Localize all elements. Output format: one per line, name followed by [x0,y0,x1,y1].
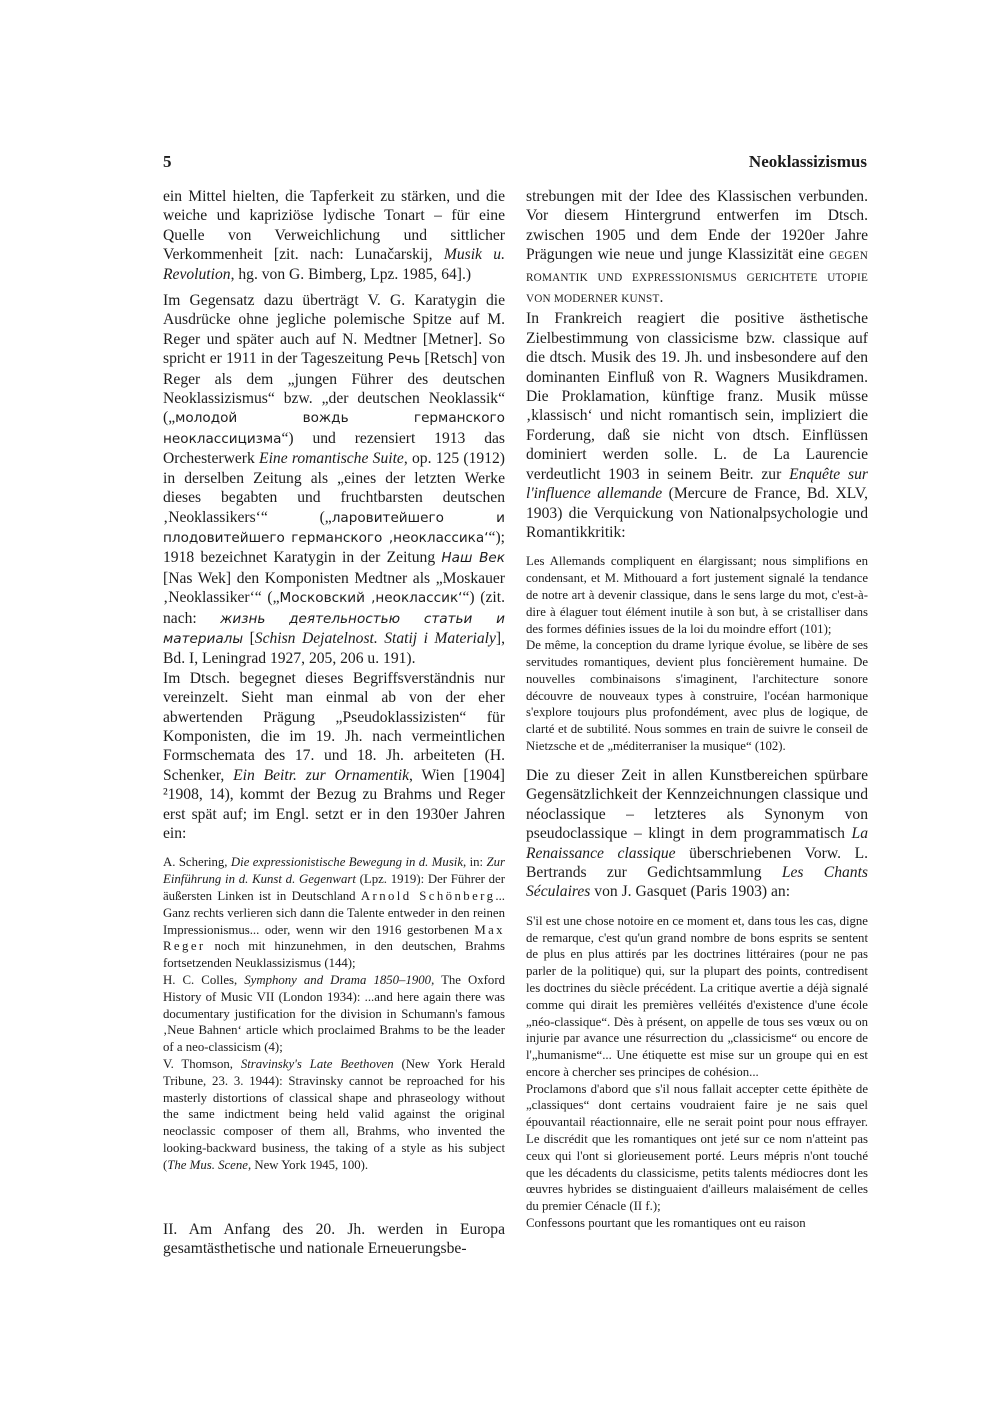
cyrillic-rech: Речь [387,351,421,368]
page-number: 5 [163,152,172,171]
paragraph-france: In Frankreich reagiert die positive ästhetische Zielbestimmung von classicisme bzw. classique auf die dtsch. Musik des 19. Jh. und insbesondere auf den dominanten Einfluß von R. Wagners Musikdramen. Die Proklamation, künftige franz. Musik müsse ‚klassisch‘ und nicht romantisch sein, impliziert die Forderung, daß sie nicht von dtsch. Einflüssen dominiert werden solle. L. de La Laurencie verdeutlicht 1903 in seinem Beitr. zur Enquête sur l'influence allemande (Mercure de France, Bd. XLV, 1903) die Verquickung von Nationalpsychologie und Romantikkritik: [526,310,868,541]
quote-laurencie-1: Les Allemands compliquent en élargissant; nous simplifions en condensant, et M. Mithouard a fort justement signalé la tendance de notre art à devenir classique, dans le sens large du mot, c'est-à-dire à élaguer tout élément inutile à son but, à se cristalliser dans des formes définies issues de la loi du moindre effort (101); [526,554,868,636]
section-ii-start: II. Am Anfang des 20. Jh. werden in Europa gesamtästhetische und nationale Erneuerungsbe- [163,1220,505,1257]
quote-bertrand-2: Proclamons d'abord que s'il nous fallait accepter cette épithète de „classiques“ dont certains voudraient faire je ne sais quel épouvantail réactionnaire, elle ne serait point pour nous effrayer. Le discrédit que les romantiques ont jeté sur ce nom n'atteint pas ceux qui l'ont si glorieusement porté. Leurs mépris n'ont touché que les décadents du classicisme, petits talents médiocres dont les œuvres hybrides se distinguaient d'ailleurs malaisément de celles du premier Cénacle (II f.); [526,1081,868,1214]
paragraph-continuation: ein Mittel hielten, die Tapferkeit zu stärken, und die weiche und kapriziöse lydische Tonart – für eine Quelle von Verweichlichung und sittlicher Verkommenheit [zit. nach: Lunačarskij, Musik u. Revolution, hg. von G. Bimberg, Lpz. 1985, 64].) [163,188,505,283]
quote-bertrand-3: Confessons pourtant que les romantiques ont eu raison [526,1216,806,1231]
quote-bertrand-1: S'il est une chose notoire en ce moment et, dans tous les cas, digne de remarque, c'est qu'un grand nombre de bons esprits se sentent de plus en plus attirés par les doctrines littéraires (pour ne pas parler de la politique) qui, sur la plupart des points, contredisent les doctrines du siècle précédent. La critique avertie a déjà signalé comme qui dirait les premières velléités d'existence d'une école „néo-classique“. Dès à présent, on appelle de tous ses vœux ou on injurie par avance une résurrection du „classicisme“ ou encore de l'„humanisme“... Une étiquette est mise sur un groupe qui en est encore à chercher ses principes de cohésion... [526,913,868,1079]
paragraph-continuation-right: strebungen mit der Idee des Klassischen verbunden. Vor diesem Hintergrund entwerfen im Dtsch. zwischen 1905 und dem Ende der 1920er Jahre Prägungen wie neue und junge Klassizität eine GEGEN ROMANTIK UND EXPRESSIONISMUS GERICHTETE UTOPIE VON MODERNER KUNST. [526,188,868,307]
paragraph-german-usage: Im Dtsch. begegnet dieses Begriffsverständnis nur vereinzelt. Sieht man einmal ab von der eher abwertenden Prägung „Pseudoklassizisten“ für Komponisten, die im 19. Jh. nach vermeintlichen Formschemata des 17. und 18. Jh. arbeiteten (H. Schenker, Ein Beitr. zur Ornamentik, Wien [1904] ²1908, 14), kommt der Bezug zu Brahms und Reger erst spät auf; im Engl. setzt er in den 1930er Jahren ein: [163,669,505,842]
right-column [526,187,868,1232]
page-header [163,152,867,178]
quote-thomson: V. Thomson, Stravinsky's Late Beethoven (New York Herald Tribune, 23. 3. 1944): Stravinsky cannot be reproached for his masterly distortions of classical shape and phraseology without the same indictment being held valid against the original neoclassic composer of them all, Brahms, who invented the looking-backward business, the taking of a style as his subject (The Mus. Scene, New York 1945, 100). [163,1056,505,1172]
left-column [163,187,505,1258]
paragraph-karatygin: Im Gegensatz dazu überträgt V. G. Karatygin die Ausdrücke ohne jegliche polemische Spitze auf M. Reger und später auch auf N. Medtner [Metner]. So spricht er 1911 in der Tageszeitung Речь [Retsch] von Reger als dem „jungen Führer des deutschen Neoklassizismus“ bzw. „der deutschen Neoklassik“ („молодой вождь германского неоклассицизма“) und rezensiert 1913 das Orchesterwerk Eine romantische Suite, op. 125 (1912) in derselben Zeitung als „eines der letzten Werke dieses begabten und fruchtbarsten deutschen ‚Neoklassikers‘“ („лаpовитейшего и плодовитейшего германского ‚неоклассика‘“); 1918 bezeichnet Karatygin in der Zeitung Наш Век [Nas Wek] den Komponisten Medtner als „Moskauer ‚Neoklassiker‘“ („Московский ‚неоклассик‘“) (zit. nach: жизнь деятельностью статьи и материалы [Schisn Dejatelnost. Statij i Materialy], Bd. I, Leningrad 1927, 205, 206 u. 191). [163,292,506,668]
quote-colles: H. C. Colles, Symphony and Drama 1850–1900, The Oxford History of Music VII (London 1934): ...and here again there was documentary justification for the division in Schumann's famous ‚Neue Bahnen‘ article which proclaimed Brahms to be the leader of a neo-classicism (4); [163,972,505,1055]
paragraph-bertrand: Die zu dieser Zeit in allen Kunstbereichen spürbare Gegensätzlichkeit der Kennzeichnungen classique und néoclassique – letzteres als Synonym von pseudoclassique – klingt in dem programmatisch La Renaissance classique überschriebenen Vorw. L. Bertrands zur Gedichtsammlung Les Chants Séculaires von J. Gasquet (Paris 1903) an: [526,766,868,901]
quote-schering: A. Schering, Die expressionistische Bewegung in d. Musik, in: Zur Einführung in d. Kunst d. Gegenwart (Lpz. 1919): Der Führer der äußersten Linken ist in Deutschland Arnold Schönberg... Ganz rechts verlieren sich dann die Talente entweder in den reinen Impressionismus... oder, wenn wir den 1916 gestorbenen Max Reger noch mit hinzunehmen, in den deutschen, Brahms fortsetzenden Neuklassizismus (144); [163,855,505,971]
running-title: Neoklassizismus [748,152,867,171]
quote-laurencie-2: De même, la conception du drame lyrique évolue, se libère de ses servitudes romantiques, devient plus foncièrement humaine. De nouvelles combinaisons s'imaginent, l'architecture sonore découvre de nouveaux types à construire, l'océan harmonique s'explore toujours plus profondément, avec plus de logique, de clarté et de subtilité. Nous sommes en train de suivre le conseil de Nietzsche et de „méditerraniser la musique“ (102). [526,638,868,754]
